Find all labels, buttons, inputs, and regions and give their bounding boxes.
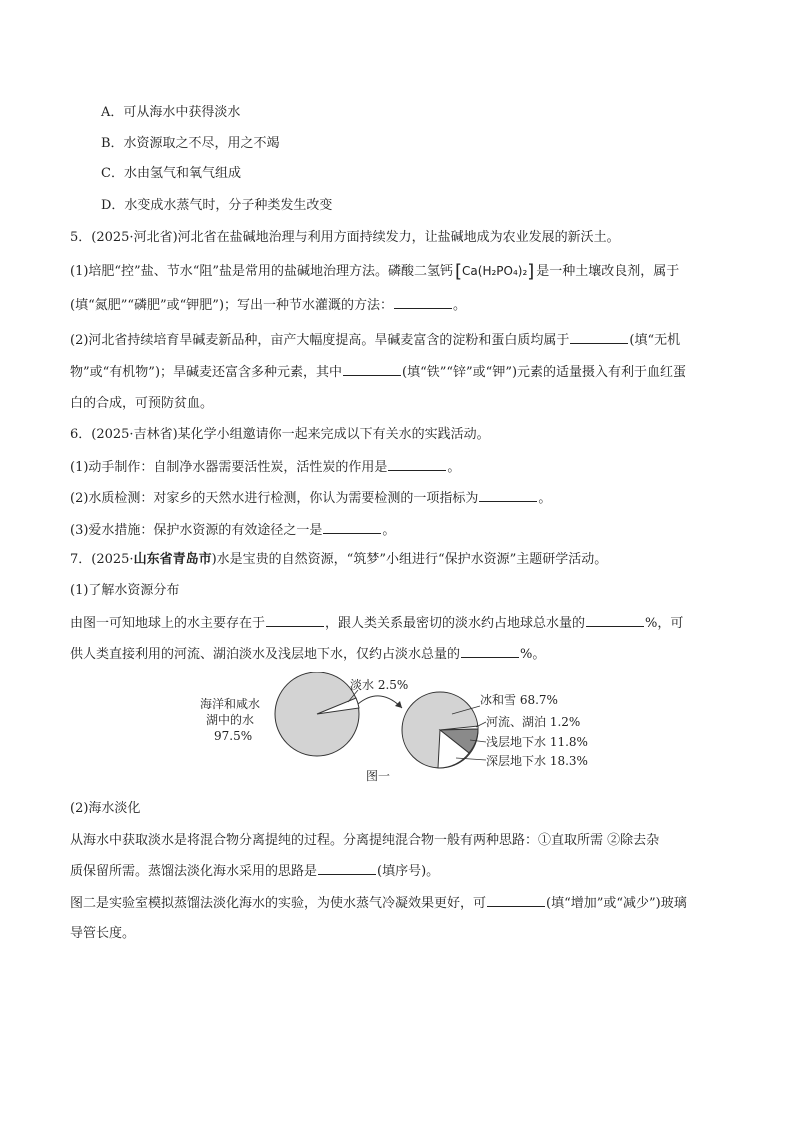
ocean-label-1: 海洋和咸水 [200, 697, 261, 711]
q7-sub1-heading: (1)了解水资源分布 [70, 583, 180, 598]
q7-stem: 7．(2025·山东省青岛市)水是宝贵的自然资源，“筑梦”小组进行“保护水资源”主题研学活动。 [70, 552, 608, 567]
option-d: D．水变成水蒸气时，分子种类发生改变 [101, 198, 333, 213]
answer-blank[interactable] [343, 363, 401, 376]
q7-sub2-line4: 导管长度。 [70, 926, 136, 941]
q6-part1: (1)动手制作：自制净水器需要活性炭，活性炭的作用是 。 [70, 460, 461, 475]
ice-snow-label: 冰和雪 68.7% [480, 693, 558, 707]
answer-blank[interactable] [570, 331, 628, 344]
q5-part2-line1: (2)河北省持续培育旱碱麦新品种，亩产大幅度提高。旱碱麦富含的淀粉和蛋白质均属于 (填“无机 [70, 333, 681, 348]
answer-blank[interactable] [479, 489, 537, 502]
q7-sub2-line3: 图二是实验室模拟蒸馏法淡化海水的实验，为使水蒸气冷凝效果更好，可 (填“增加”或“减少”)玻璃 [70, 896, 687, 911]
answer-blank[interactable] [323, 521, 381, 534]
option-b: B．水资源取之不尽，用之不竭 [101, 136, 280, 151]
q5-stem: 5．(2025·河北省)河北省在盐碱地治理与利用方面持续发力，让盐碱地成为农业发展的新沃土。 [70, 230, 620, 245]
q7-sub1-line1: 由图一可知地球上的水主要存在于 ，跟人类关系最密切的淡水约占地球总水量的 %，可 [70, 616, 684, 631]
q7-sub1-line2: 供人类直接利用的河流、湖泊淡水及浅层地下水，仅约占淡水总量的 %。 [70, 647, 546, 662]
chemical-formula: [Ca(H₂PO₄)₂] [455, 261, 535, 282]
arrow-head-icon [395, 701, 402, 708]
answer-blank[interactable] [388, 458, 446, 471]
q5-part1-line2: (填“氮肥”“磷肥”或“钾肥”)；写出一种节水灌溉的方法： 。 [70, 298, 467, 313]
q5-part2-line3: 白的合成，可预防贫血。 [70, 396, 214, 411]
shallow-groundwater-label: 浅层地下水 11.8% [486, 735, 588, 749]
answer-blank[interactable] [266, 614, 324, 627]
option-c: C．水由氢气和氧气组成 [101, 166, 241, 181]
figure-water-distribution [190, 672, 610, 792]
figure-caption: 图一 [366, 769, 391, 783]
answer-blank[interactable] [461, 645, 519, 658]
answer-blank[interactable] [586, 614, 644, 627]
fresh-water-label: 淡水 2.5% [350, 678, 409, 692]
option-a: A．可从海水中获得淡水 [101, 105, 241, 120]
river-lake-label: 河流、湖泊 1.2% [486, 715, 581, 729]
q7-sub2-line1: 从海水中获取淡水是将混合物分离提纯的过程。分离提纯混合物一般有两种思路：①直取所需 ②除去杂 [70, 833, 660, 848]
q7-sub2-line2: 质保留所需。蒸馏法淡化海水采用的思路是 (填序号)。 [70, 864, 440, 879]
q7-sub2-heading: (2)海水淡化 [70, 801, 141, 816]
curved-arrow [358, 696, 402, 708]
q6-part2: (2)水质检测：对家乡的天然水进行检测，你认为需要检测的一项指标为 。 [70, 491, 552, 506]
answer-blank[interactable] [394, 296, 452, 309]
answer-blank[interactable] [318, 862, 376, 875]
q5-part2-line2: 物”或“有机物”)；旱碱麦还富含多种元素，其中 (填“铁”“锌”或“钾”)元素的适量摄入有利于血红蛋 [70, 365, 687, 380]
q6-part3: (3)爱水措施：保护水资源的有效途径之一是 。 [70, 523, 396, 538]
ocean-label-2: 湖中的水 [206, 713, 255, 727]
q6-stem: 6．(2025·吉林省)某化学小组邀请你一起来完成以下有关水的实践活动。 [70, 427, 490, 442]
q5-part1-line1: (1)培肥“控”盐、节水“阻”盐是常用的盐碱地治理方法。磷酸二氢钙 [Ca(H₂PO₄)₂] 是一种土壤改良剂，属于 [70, 261, 680, 282]
ocean-label-3: 97.5% [214, 729, 253, 743]
answer-blank[interactable] [487, 894, 545, 907]
deep-groundwater-label: 深层地下水 18.3% [486, 754, 588, 768]
